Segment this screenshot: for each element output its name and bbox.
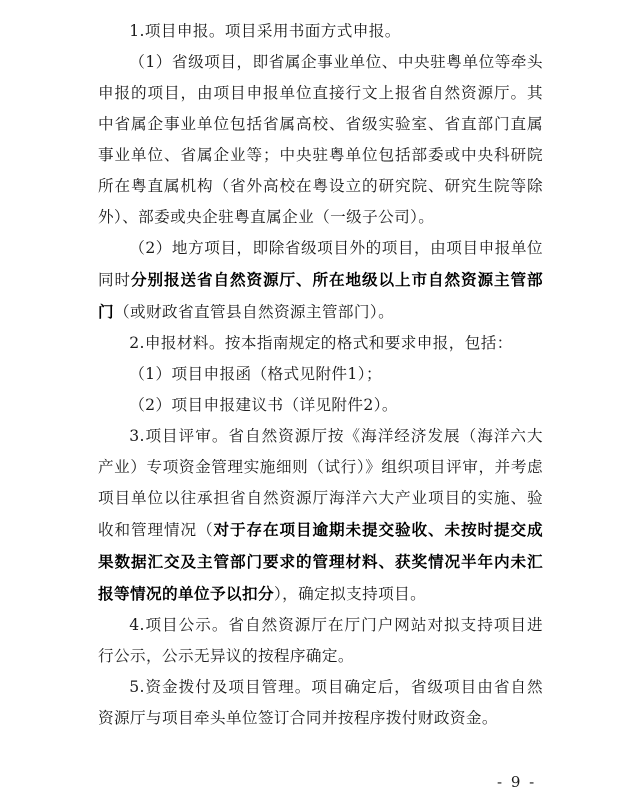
paragraph-2-materials	[98, 328, 543, 359]
paragraph-application-letter	[98, 359, 543, 390]
text-segment: （1）项目申报函（格式见附件1）；	[129, 365, 382, 383]
paragraph-5-funding	[98, 672, 543, 734]
text-segment: 3.项目评审。省自然资源厅按《海洋经济发展（海洋六大产业）专项资金管理实施细则（试行）》组织项目评审，并考虑项目单位以往承担省自然资源厅海洋六大产业项目的实施、验收和管理情况（	[98, 427, 543, 539]
text-segment: （2）项目申报建议书（详见附件2）。	[129, 396, 398, 414]
text-segment: （2）地方项目，即除省级项目外的项目，由项目申报单位同时	[98, 239, 543, 289]
text-segment: ），确定拟支持项目。	[273, 585, 427, 603]
page-number: - 9 -	[497, 773, 537, 791]
text-segment: （1）省级项目，即省属企事业单位、中央驻粤单位等牵头申报的项目，由项目申报单位直接行文上报省自然资源厅。其中省属企事业单位包括省属高校、省级实验室、省直部门直属事业单位、省属企业等；中央驻粤单位包括部委或中央科研院所在粤直属机构（省外高校在粤设立的研究院、研究生院等除外）、部委或央企驻粤直属企业（一级子公司）。	[98, 53, 543, 226]
text-segment: （或财政省直管县自然资源主管部门）。	[114, 303, 395, 321]
paragraph-provincial-projects	[98, 47, 543, 233]
document-body	[98, 0, 543, 734]
paragraph-1-application	[98, 16, 543, 47]
paragraph-local-projects	[98, 233, 543, 328]
bold-text-segment: 对于存在项目逾期未提交验收、未按时提交成果数据汇交及主管部门要求的管理材料、获奖情况半年内未汇报等情况的单位予以扣分	[98, 520, 543, 603]
text-segment: 1.项目申报。项目采用书面方式申报。	[129, 22, 401, 40]
text-segment: 5.资金拨付及项目管理。项目确定后，省级项目由省自然资源厅与项目牵头单位签订合同并按程序拨付财政资金。	[98, 678, 543, 727]
paragraph-4-publicity	[98, 610, 543, 672]
paragraph-3-review	[98, 421, 543, 610]
text-segment: 4.项目公示。省自然资源厅在厅门户网站对拟支持项目进行公示，公示无异议的按程序确定。	[98, 616, 543, 665]
bold-text-segment: 分别报送省自然资源厅、所在地级以上市自然资源主管部门	[98, 270, 543, 321]
paragraph-proposal	[98, 390, 543, 421]
text-segment: 2.申报材料。按本指南规定的格式和要求申报，包括：	[129, 334, 513, 352]
